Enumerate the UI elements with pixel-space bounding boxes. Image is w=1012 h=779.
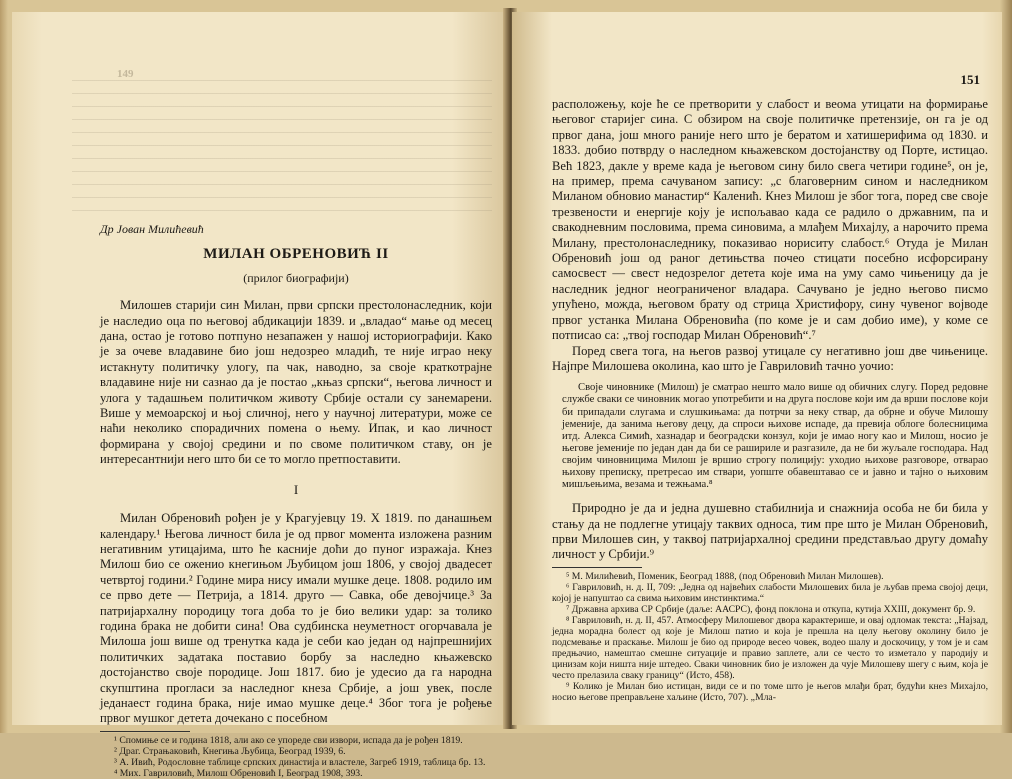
footnote-rule [552, 567, 642, 568]
footnote: ¹ Спомиње се и година 1818, али ако се упореде сви извори, испада да је рођен 1819. [114, 734, 463, 746]
intro-paragraph: Милошев старији син Милан, први српски престолонаследник, који је наследио оца по његовој абдикацији 1839. и „владао“ мање од месец дана, остао је готово потпуно незапажен у нашој историографији. Како је за очеве владавине био још недозрео младић, те није играо неку истакнуту политичку улогу, па чак, наводно, за своје краткотрајне владавине није ни сазнао да је постао „књаз српски“, његова личност и улога у тадашњем политичком животу Србије остали су занемарени. Више у мемоарској и њој сличној, него у научној литератури, може се наћи неколико спорадичних помена о њему. Ипак, и као личност формирана у својој средини и по своме политичком ставу, он је интересантнији него што би се то могло претпоставити. [100, 298, 492, 467]
show-through-text [72, 80, 492, 215]
footnote: ⁷ Државна архива СР Србије (даље: ААСРС), фонд поклона и откупа, кутија XXIII, документ бр. 9. [566, 603, 976, 615]
left-page [12, 12, 508, 779]
footnote-rule [100, 731, 190, 732]
footnote: ⁹ Колико је Милан био истицан, види се и по томе што је његов млађи брат, будући кнез Михајло, носио његове преправљене хаљине (Исто, 707). „Мла- [552, 680, 988, 703]
right-text-column [552, 97, 988, 703]
body-paragraph: Милан Обреновић рођен је у Крагујевцу 19. X 1819. по данашњем календару.¹ Његова личност била је од првог момента изложена разним негативним утицајима, што ће касније доћи до пуног изражаја. Кнез Милош био се оженио кнегињом Љубицом још 1806, у својој двадесет четвртој години.² Године мира нису имали мушке деце. 1808. родило им се прво дете — Петрија, а 1814. друго — Савка, обе девојчице.³ За патријархалну породицу тога доба то је био велики удар: за толико година брака не добити сина! Ова судбинска неуметност огорчавала је Милоша још више од тренутка када је себи као један од најпрешнијих политичких задатака поставио борбу за наследно књажевско достојанство своје породице. Још 1817. био је удесио да га народна скупштина прогласи за наследног кнеза Србије, а још увек, после једанаест година брака, није имао мушке деце.⁴ Због тога је рођење првог мушког детета дочекано с посебном [100, 511, 492, 726]
paragraph: расположењу, које ће се претворити у слабост и веома утицати на формирање његовог старијег сина. С обзиром на своје политичке претензије, он га је од првог дана, још много раније него што је бератом и хатишерифима од 1830. и 1833. добио потврду о наследном књажевском достојанству од Порте, истицао. Већ 1823, дакле у време када је његовом сину било свега четири године⁵, он је, на пример, према сачуваном запису: „с благоверним сином и наследником Миланом обновио манастир“ Каленић. Кнез Милош је због тога, поред све своје трезвености и енергије коју је испољавао када се радило о државним, па и свакодневним пословима, према синовима, а млађем Михајлу, а нарочито према Милану, престолонаследнику, показивао нориситу слабост.⁶ Отуда је Милан Обреновић још од раног детињства почео стицати посебно исфорсирану самосвест — свест недозрелог детета које има на уму само чињеницу да је наследник једног неограниченог владара. Сачувано је једно његово писмо упућено, можда, његовом брату од стрица Христифору, сину чувеног војводе првог устанка Милана Обреновића (по коме је и сам добио име), у коме се потписао са: „твој господар Милан Обреновић“.⁷ [552, 97, 988, 343]
article-subtitle: (прилог биографији) [243, 270, 349, 285]
paragraph: Поред свега тога, на његов развој утицале су негативно још две чињенице. Најпре Милошева околина, као што је Гавриловић тачно уочио: [552, 343, 988, 373]
paragraph: Природно је да и једна душевно стабилнија и снажнија особа не би била у стању да не подлегне утицају таквих односа, тим пре што је Милан Обреновић, први Милошев син, у таквој патријархалној средини представљао другу домаћу личност у Србији.⁹ [552, 501, 988, 562]
footnote: ³ А. Ивић, Родословне таблице српских династија и властеле, Загреб 1919, таблица бр. 13. [114, 756, 486, 768]
right-page-number: 151 [960, 72, 980, 87]
footnote: ² Драг. Страњаковић, Кнегиња Љубица, Београд 1939, 6. [114, 745, 346, 757]
left-page-number: 149 [117, 68, 134, 80]
author-name: Др Јован Милићевић [100, 222, 204, 236]
footnote: ⁵ М. Милићевић, Поменик, Београд 1888, (под Обреновић Милан Милошев). [566, 570, 884, 582]
article-title: МИЛАН ОБРЕНОВИЋ II [203, 246, 389, 263]
footnote: ⁴ Мих. Гавриловић, Милош Обреновић I, Београд 1908, 393. [114, 767, 363, 779]
right-page [512, 12, 1002, 725]
footnote: ⁶ Гавриловић, н. д. II, 709: „Једна од највећих слабости Милошевих била је љубав према својој деци, којој је напуштао са свима њиховим инстинктима.“ [552, 581, 988, 604]
footnote: ⁸ Гавриловић, н. д. II, 457. Атмосферу Милошевог двора карактерише, и овај одломак текста: „Најзад, једна морадна болест од које је Милош патио и која је прешла на целу његову околину било је подсмевање и праскање. Милош је био од природе весео човек, водео шалу и доскочицу, у том је и сам предњачио, намештао смешне ситуације и правио заплете, али се често то изметало у пародију и цинизам који ништа није штедео. Сваки чиновник био је изложен да чује Милошеву шегу с њим, која је често прелазила сваку границу“ (Исто, 458). [552, 614, 988, 681]
left-text-column [100, 222, 492, 779]
block-quote: Своје чиновнике (Милош) је сматрао нешто мало више од обичних слугу. Поред редовне службе сваки се чиновник могао употребити и на друга послове који им да врши послове који би припадали слугама и слушкињама: да потрчи за неку ствар, да обрне и обуче Милошу јеменије, да занима његову децу, да спроси њихове испаде, да превија облоге болесницима итд. Алекса Симић, хазнадар и београдски конзул, који је имао ногу као и Милош, носио је његове јеменије по један дан да би се рашириле и разгазиле, да не би жуљале господара. Над својим чиновницима Милош је вршио строгу полицију: уходио њихове разговоре, отварао њихову преписку, претресао им ствари, уопште обавештавао се и јавно и тајно о њиховим мишљењима, везама и тежњама.⁸ [562, 382, 988, 491]
section-heading: I [293, 481, 299, 497]
